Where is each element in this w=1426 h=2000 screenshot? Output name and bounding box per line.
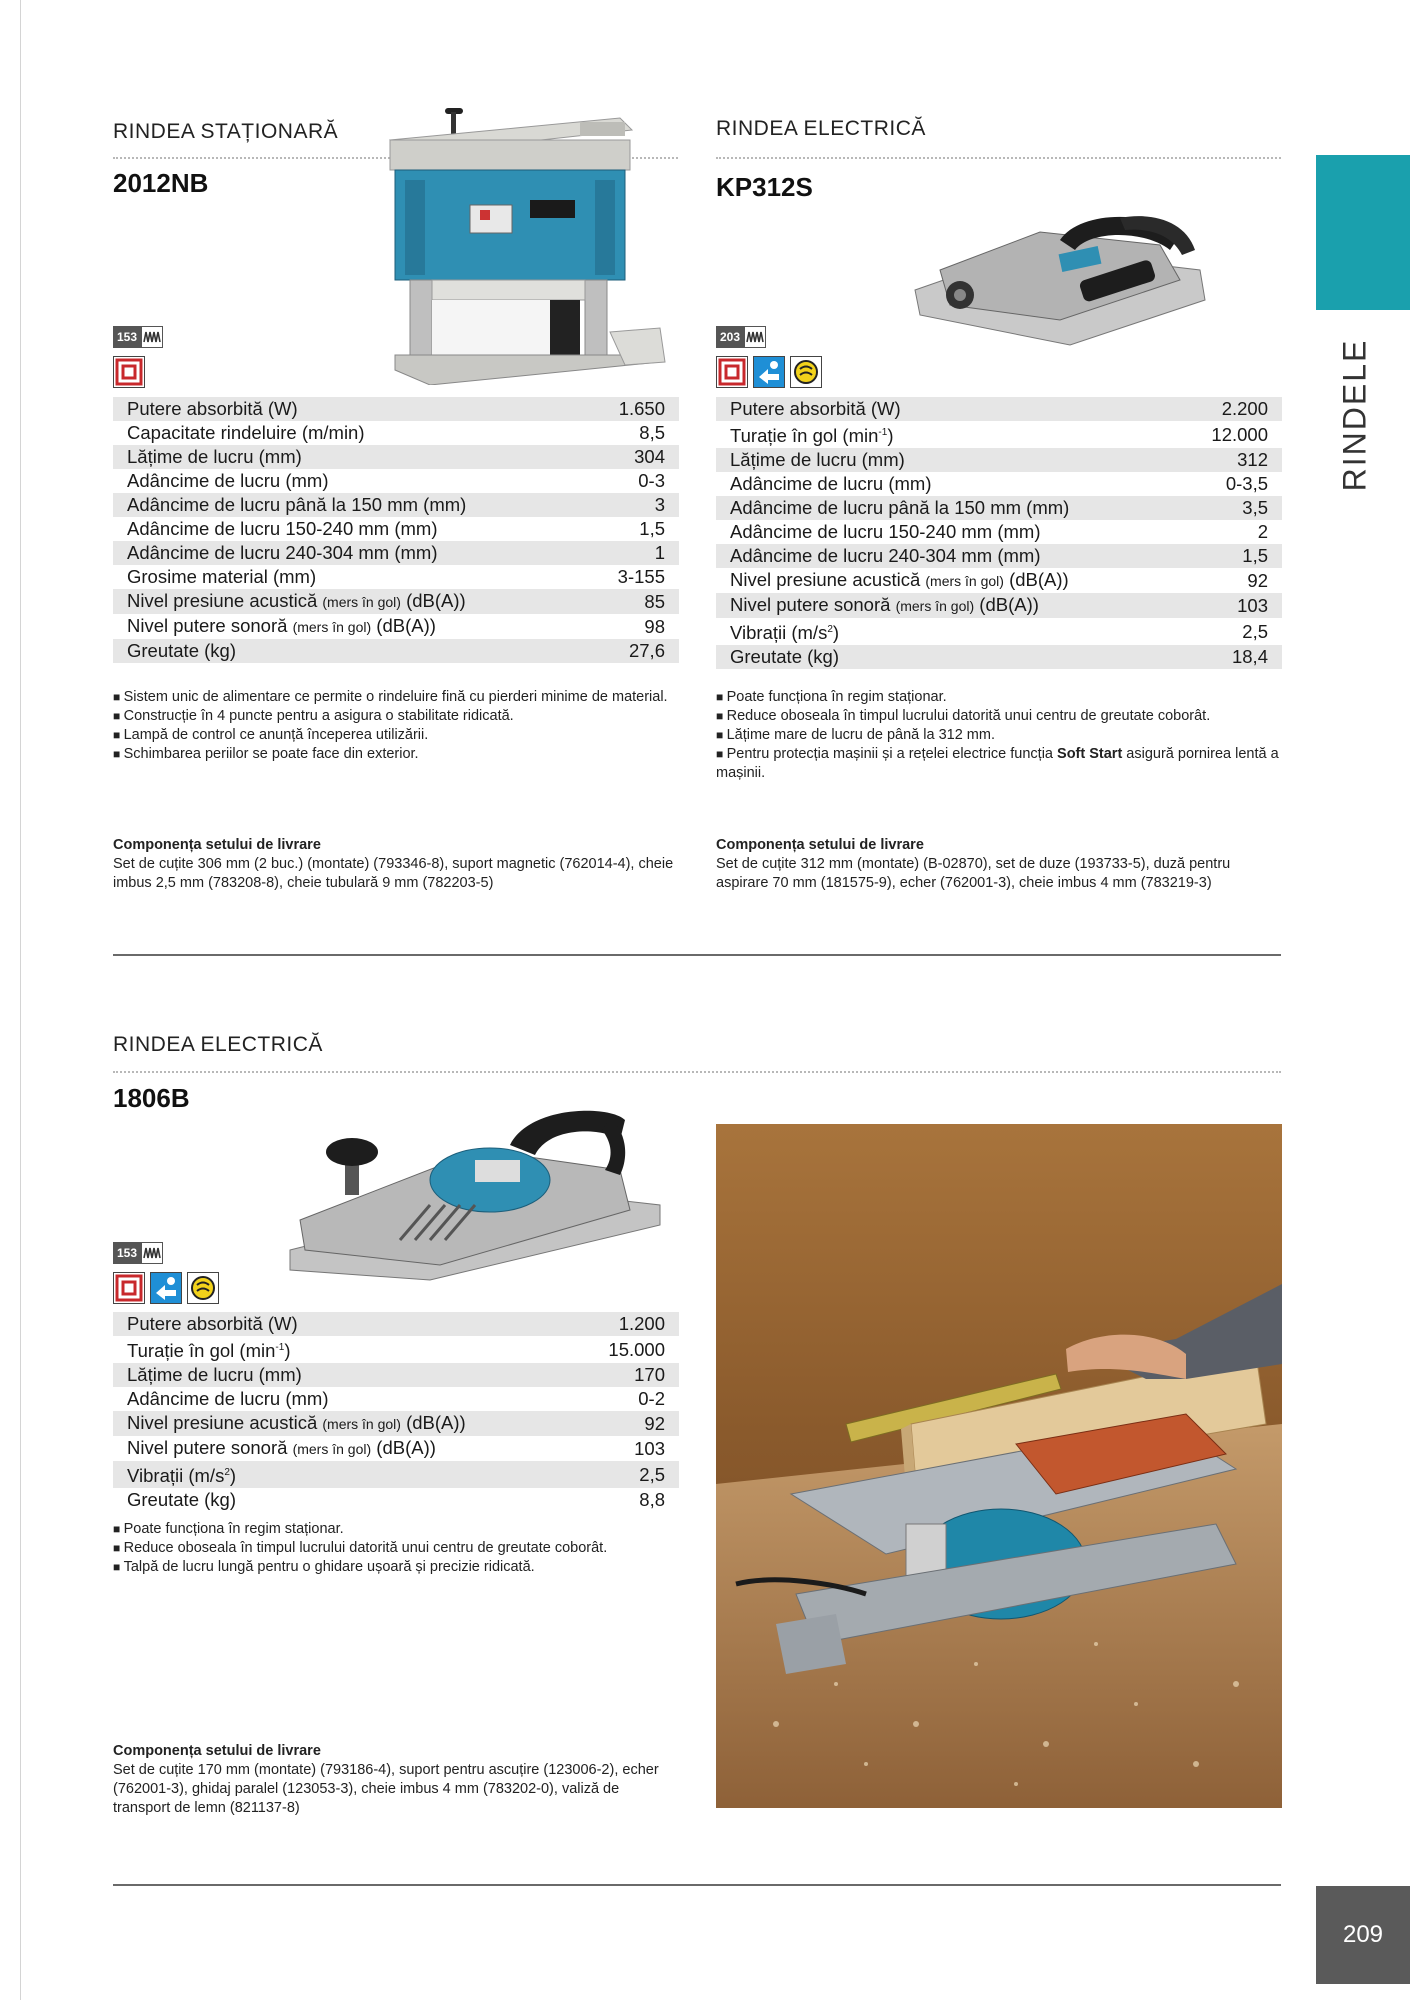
delivery-kit: [716, 836, 1276, 893]
feature-text: asigură pornirea lentă a mașinii.: [716, 746, 1279, 781]
spec-row: [113, 421, 679, 445]
spec-row: [113, 1387, 679, 1411]
product-model: KP312S: [716, 172, 813, 202]
feature-list: [716, 688, 1296, 783]
spec-value: 2,5: [573, 1461, 679, 1488]
spec-row: [113, 1488, 679, 1512]
spec-label-note: (mers în gol): [895, 598, 975, 615]
feature-item: [716, 745, 1296, 783]
spec-value: 12.000: [1211, 423, 1268, 445]
spec-label-main: Nivel putere sonoră: [730, 594, 891, 616]
dotted-divider: [113, 1071, 1281, 1073]
product-model: 2012NB: [113, 168, 209, 198]
spec-label: Greutate (kg): [113, 639, 583, 663]
delivery-kit-text: Set de cuțite 306 mm (2 buc.) (montate) (793346-8), suport magnetic (762014-4), cheie imbus 2,5 mm (783208-8), cheie tubulară 9 mm (782203-5): [113, 856, 674, 891]
rpm-badge: [716, 326, 766, 348]
spec-label: Adâncime de lucru (mm): [730, 473, 932, 495]
feature-text-bold: Soft Start: [1057, 746, 1123, 762]
spec-value: 92: [573, 1411, 679, 1436]
spec-row: [113, 1312, 679, 1336]
spec-row: [113, 639, 679, 663]
spec-row: [716, 618, 1282, 645]
spec-table-1806b: [113, 1312, 679, 1512]
spec-value: 0-3: [638, 470, 665, 491]
spec-row: [113, 445, 679, 469]
section-color-tab: [1316, 155, 1410, 310]
delivery-kit-text: Set de cuțite 170 mm (montate) (793186-4), suport pentru ascuțire (123006-2), echer (762001-3), ghidaj paralel (123053-3), cheie imbus 4 mm (783202-0), valiză de transport de lemn (821137-8): [113, 1762, 659, 1816]
spec-value: 3,5: [1176, 496, 1282, 520]
feature-icons: [716, 356, 822, 388]
spec-label: [113, 1461, 573, 1488]
page-number: 209: [1316, 1886, 1410, 1984]
spec-label: Greutate (kg): [716, 645, 1176, 669]
badge-number: 203: [716, 326, 744, 348]
spec-value: 170: [573, 1363, 679, 1387]
spec-row: [113, 1336, 679, 1363]
spec-value: 0-2: [638, 1388, 665, 1410]
spec-label: Capacitate rindeluire (m/min): [127, 422, 365, 443]
spec-value: 15.000: [608, 1338, 665, 1360]
delivery-kit: [113, 836, 683, 893]
spec-label-tail: ): [832, 622, 840, 644]
badge-number: 153: [113, 326, 141, 348]
spec-label: Lățime de lucru (mm): [113, 445, 583, 469]
spec-label-note: (mers în gol): [322, 594, 401, 610]
spec-row: [716, 544, 1282, 568]
dust-extraction-icon: [753, 356, 785, 388]
feature-icons: [113, 1272, 219, 1304]
spec-row: [113, 1436, 679, 1461]
spec-label-tail: ): [284, 1340, 291, 1362]
spec-row: [716, 593, 1282, 618]
spec-value: 27,6: [583, 639, 679, 663]
spec-value: 2.200: [1176, 397, 1282, 421]
feature-item: ■ Poate funcționa în regim staționar.: [113, 1520, 643, 1539]
double-insulation-icon: [113, 1272, 145, 1304]
spec-label-main: Turație în gol (min: [730, 425, 879, 447]
delivery-kit: [113, 1742, 673, 1818]
spec-label-unit: (dB(A)): [376, 1437, 436, 1459]
spec-value: 18,4: [1176, 645, 1282, 669]
planer-1806b-image: [280, 1100, 670, 1290]
spec-label: Adâncime de lucru 150-240 mm (mm): [127, 518, 438, 539]
spec-label-main: Nivel presiune acustică: [730, 569, 921, 591]
spec-label-note: (mers în gol): [292, 1441, 372, 1458]
spec-label-sup: -1: [878, 427, 888, 438]
spec-label: Adâncime de lucru (mm): [127, 470, 329, 491]
spec-label: Putere absorbită (W): [113, 1312, 573, 1336]
spec-label-unit: (dB(A)): [1009, 569, 1069, 591]
spec-label: [113, 1336, 573, 1363]
spring-icon: [744, 326, 766, 348]
spec-row: [113, 589, 679, 614]
spec-label: [113, 614, 583, 639]
spec-label-sup: 2: [827, 624, 833, 636]
section-label: [1320, 340, 1390, 490]
workshop-photo: [716, 1124, 1282, 1808]
spec-label-sup: -1: [275, 1342, 285, 1353]
soft-start-icon: [187, 1272, 219, 1304]
product-model: 1806B: [113, 1083, 190, 1113]
feature-item: ■ Reduce oboseala în timpul lucrului datorită unui centru de greutate coborât.: [113, 1539, 643, 1558]
spec-row: [716, 397, 1282, 421]
spec-value: 0-3,5: [1225, 473, 1268, 495]
spec-value: 1,5: [1176, 544, 1282, 568]
spec-value: 1.650: [583, 397, 679, 421]
spec-label-main: Nivel putere sonoră: [127, 615, 288, 636]
spec-label: Putere absorbită (W): [716, 397, 1176, 421]
spec-label: Lățime de lucru (mm): [113, 1363, 573, 1387]
spec-label-main: Turație în gol (min: [127, 1340, 276, 1362]
spec-table-2012nb: [113, 397, 679, 663]
spec-label-unit: (dB(A)): [979, 594, 1039, 616]
double-insulation-icon: [716, 356, 748, 388]
spec-label: [716, 568, 1176, 593]
section-label-text: RINDELE: [1336, 338, 1373, 492]
spec-row: [113, 469, 679, 493]
feature-list: [113, 1520, 643, 1577]
spec-row: [716, 568, 1282, 593]
spring-icon: [141, 326, 163, 348]
spec-label: Putere absorbită (W): [113, 397, 583, 421]
rpm-badge: [113, 1242, 163, 1264]
double-insulation-icon: [113, 356, 145, 388]
spec-label: Adâncime de lucru 240-304 mm (mm): [113, 541, 583, 565]
spec-label: [113, 1411, 573, 1436]
spec-row: [113, 1363, 679, 1387]
spring-icon: [141, 1242, 163, 1264]
spec-row: [113, 517, 679, 541]
spec-row: [716, 645, 1282, 669]
spec-label: [716, 618, 1176, 645]
spec-label-main: Vibrații (m/s: [730, 622, 828, 644]
spec-row: [113, 493, 679, 517]
spec-value: 312: [1176, 448, 1282, 472]
spec-value: 98: [644, 615, 665, 637]
spec-value: 8,8: [639, 1489, 665, 1511]
spec-label-tail: ): [887, 425, 894, 447]
spec-value: 1: [583, 541, 679, 565]
spec-value: 8,5: [639, 422, 665, 443]
spec-label: Adâncime de lucru (mm): [127, 1388, 329, 1410]
spec-label: [716, 421, 1176, 448]
spec-label-note: (mers în gol): [322, 1416, 401, 1433]
spec-label-unit: (dB(A)): [406, 590, 466, 611]
spec-value: 85: [583, 589, 679, 614]
spec-label-note: (mers în gol): [292, 619, 372, 635]
spec-label: [113, 589, 583, 614]
product-category: RINDEA ELECTRICĂ: [113, 1033, 323, 1056]
delivery-kit-title: Componența setului de livrare: [113, 1743, 321, 1759]
spec-row: [716, 472, 1282, 496]
spec-label-sup: 2: [224, 1467, 230, 1479]
spec-value: 3-155: [617, 566, 665, 587]
feature-item: ■ Construcție în 4 puncte pentru a asigura o stabilitate ridicată.: [113, 707, 683, 726]
spec-value: 103: [634, 1437, 665, 1459]
spec-label: [716, 593, 1176, 618]
spec-row: [113, 565, 679, 589]
spec-label-note: (mers în gol): [925, 573, 1004, 590]
footer-divider: [113, 1884, 1281, 1886]
spec-label-main: Nivel presiune acustică: [127, 590, 318, 611]
feature-text: Pentru protecția mașinii și a rețelei electrice funcția: [726, 746, 1058, 762]
feature-item: ■ Lampă de control ce anunță începerea utilizării.: [113, 726, 683, 745]
spec-row: [716, 496, 1282, 520]
spec-value: 92: [1247, 569, 1268, 591]
planer-2012nb-image: [370, 100, 670, 385]
spec-row: [113, 397, 679, 421]
soft-start-icon: [790, 356, 822, 388]
spec-row: [113, 614, 679, 639]
spec-label: Adâncime de lucru 150-240 mm (mm): [730, 521, 1041, 543]
product-category: RINDEA STAȚIONARĂ: [113, 120, 339, 143]
spec-table-kp312s: [716, 397, 1282, 669]
feature-item: ■ Sistem unic de alimentare ce permite o rindeluire fină cu pierderi minime de material.: [113, 688, 683, 707]
delivery-kit-title: Componența setului de livrare: [113, 837, 321, 853]
spec-value: 103: [1176, 593, 1282, 618]
spec-label-main: Vibrații (m/s: [127, 1465, 225, 1487]
spec-label: Adâncime de lucru până la 150 mm (mm): [716, 496, 1176, 520]
spec-label: Grosime material (mm): [127, 566, 317, 587]
section-divider: [113, 954, 1281, 956]
spec-label-unit: (dB(A)): [376, 615, 436, 636]
spec-value: 2: [1257, 521, 1268, 543]
badge-number: 153: [113, 1242, 141, 1264]
spec-label: Adâncime de lucru până la 150 mm (mm): [113, 493, 583, 517]
feature-item: ■ Lățime mare de lucru de până la 312 mm.: [716, 726, 1296, 745]
delivery-kit-title: Componența setului de livrare: [716, 837, 924, 853]
feature-list: [113, 688, 683, 764]
spec-row: [716, 520, 1282, 544]
feature-item: ■ Poate funcționa în regim staționar.: [716, 688, 1296, 707]
spec-row: [716, 448, 1282, 472]
spec-row: [113, 1461, 679, 1488]
spec-row: [113, 541, 679, 565]
spec-label: Greutate (kg): [127, 1489, 236, 1511]
spec-row: [716, 421, 1282, 448]
spec-label-main: Nivel presiune acustică: [127, 1412, 318, 1434]
spec-label: [113, 1436, 573, 1461]
spec-label-unit: (dB(A)): [406, 1412, 466, 1434]
rpm-badge: [113, 326, 163, 348]
spec-label-tail: ): [229, 1465, 237, 1487]
delivery-kit-text: Set de cuțite 312 mm (montate) (B-02870), set de duze (193733-5), duză pentru aspirare 70 mm (181575-9), echer (762001-3), cheie imbus 4 mm (783219-3): [716, 856, 1231, 891]
feature-icons: [113, 356, 145, 388]
spec-value: 3: [583, 493, 679, 517]
spec-row: [113, 1411, 679, 1436]
dotted-divider: [716, 157, 1281, 159]
spec-value: 1.200: [573, 1312, 679, 1336]
feature-item: ■ Reduce oboseala în timpul lucrului datorită unui centru de greutate coborât.: [716, 707, 1296, 726]
spec-label: Lățime de lucru (mm): [716, 448, 1176, 472]
feature-item: ■ Talpă de lucru lungă pentru o ghidare ușoară și precizie ridicată.: [113, 1558, 643, 1577]
product-category: RINDEA ELECTRICĂ: [716, 117, 926, 140]
dust-extraction-icon: [150, 1272, 182, 1304]
spec-label-main: Nivel putere sonoră: [127, 1437, 288, 1459]
spec-value: 2,5: [1242, 620, 1268, 642]
spec-value: 304: [583, 445, 679, 469]
feature-item: ■ Schimbarea periilor se poate face din exterior.: [113, 745, 683, 764]
spec-label: Adâncime de lucru 240-304 mm (mm): [716, 544, 1176, 568]
page-margin-line: [20, 0, 21, 2000]
spec-value: 1,5: [639, 518, 665, 539]
planer-kp312s-image: [910, 210, 1210, 350]
